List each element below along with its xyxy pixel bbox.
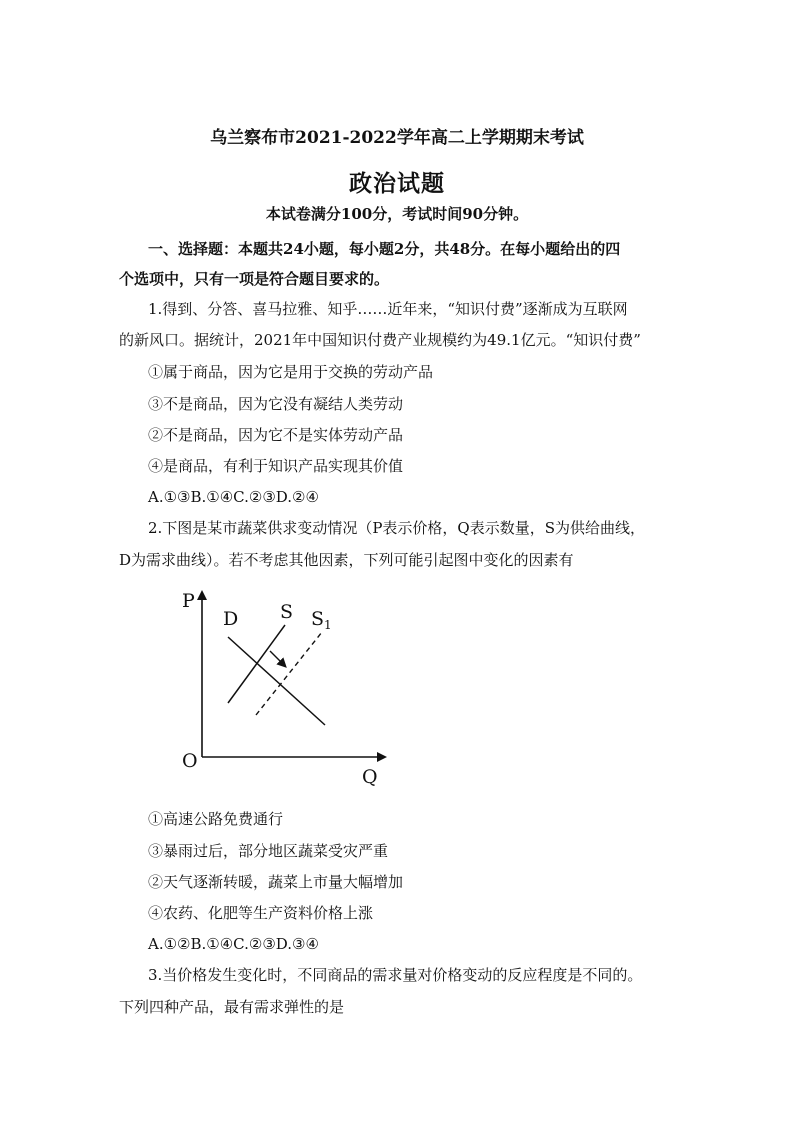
label-o: O [182, 750, 198, 772]
label-s1: $S_1$ [311, 608, 332, 632]
demand-curve-d [228, 637, 325, 725]
q1-stem-line1: 1.得到、分答、喜马拉雅、知乎……近年来，“知识付费”逐渐成为互联网 [148, 300, 628, 318]
section-instructions-line2: 个选项中，只有一项是符合题目要求的。 [119, 270, 390, 288]
subject-title: 政治试题 [349, 170, 445, 197]
q2-option-4: ④农药、化肥等生产资料价格上涨 [148, 904, 374, 922]
label-p: P [182, 590, 195, 612]
exam-title: 乌兰察布市2021-2022学年高二上学期期末考试 [210, 128, 584, 148]
label-q: Q [362, 766, 378, 788]
label-s: S [280, 601, 294, 623]
q3-stem-line1: 3.当价格发生变化时，不同商品的需求量对价格变动的反应程度是不同的。 [148, 966, 643, 984]
q2-option-3: ③暴雨过后，部分地区蔬菜受灾严重 [148, 842, 389, 860]
label-d: D [223, 608, 239, 630]
supply-demand-diagram [170, 585, 400, 795]
q1-option-2: ②不是商品，因为它不是实体劳动产品 [148, 426, 404, 444]
q1-option-3: ③不是商品，因为它没有凝结人类劳动 [148, 395, 404, 413]
q1-stem-line2: 的新风口。据统计，2021年中国知识付费产业规模约为49.1亿元。“知识付费” [119, 331, 641, 349]
supply-curve-s1 [256, 632, 322, 715]
q2-option-2: ②天气逐渐转暖，蔬菜上市量大幅增加 [148, 873, 404, 891]
q1-option-4: ④是商品，有利于知识产品实现其价值 [148, 457, 404, 475]
q1-answer-choices: A.①③B.①④C.②③D.②④ [148, 488, 319, 506]
shift-arrow [270, 651, 284, 665]
q3-stem-line2: 下列四种产品，最有需求弹性的是 [119, 998, 345, 1016]
q2-stem-line2: D为需求曲线）。若不考虑其他因素，下列可能引起图中变化的因素有 [119, 551, 574, 569]
q2-answer-choices: A.①②B.①④C.②③D.③④ [148, 935, 319, 953]
q2-stem-line1: 2.下图是某市蔬菜供求变动情况（P表示价格，Q表示数量，S为供给曲线， [148, 519, 645, 537]
q2-option-1: ①高速公路免费通行 [148, 810, 284, 828]
supply-curve-s [228, 625, 285, 703]
q1-option-1: ①属于商品，因为它是用于交换的劳动产品 [148, 363, 434, 381]
section-instructions-line1: 一、选择题：本题共24小题，每小题2分，共48分。在每小题给出的四 [148, 240, 621, 258]
exam-info: 本试卷满分100分，考试时间90分钟。 [265, 205, 529, 223]
